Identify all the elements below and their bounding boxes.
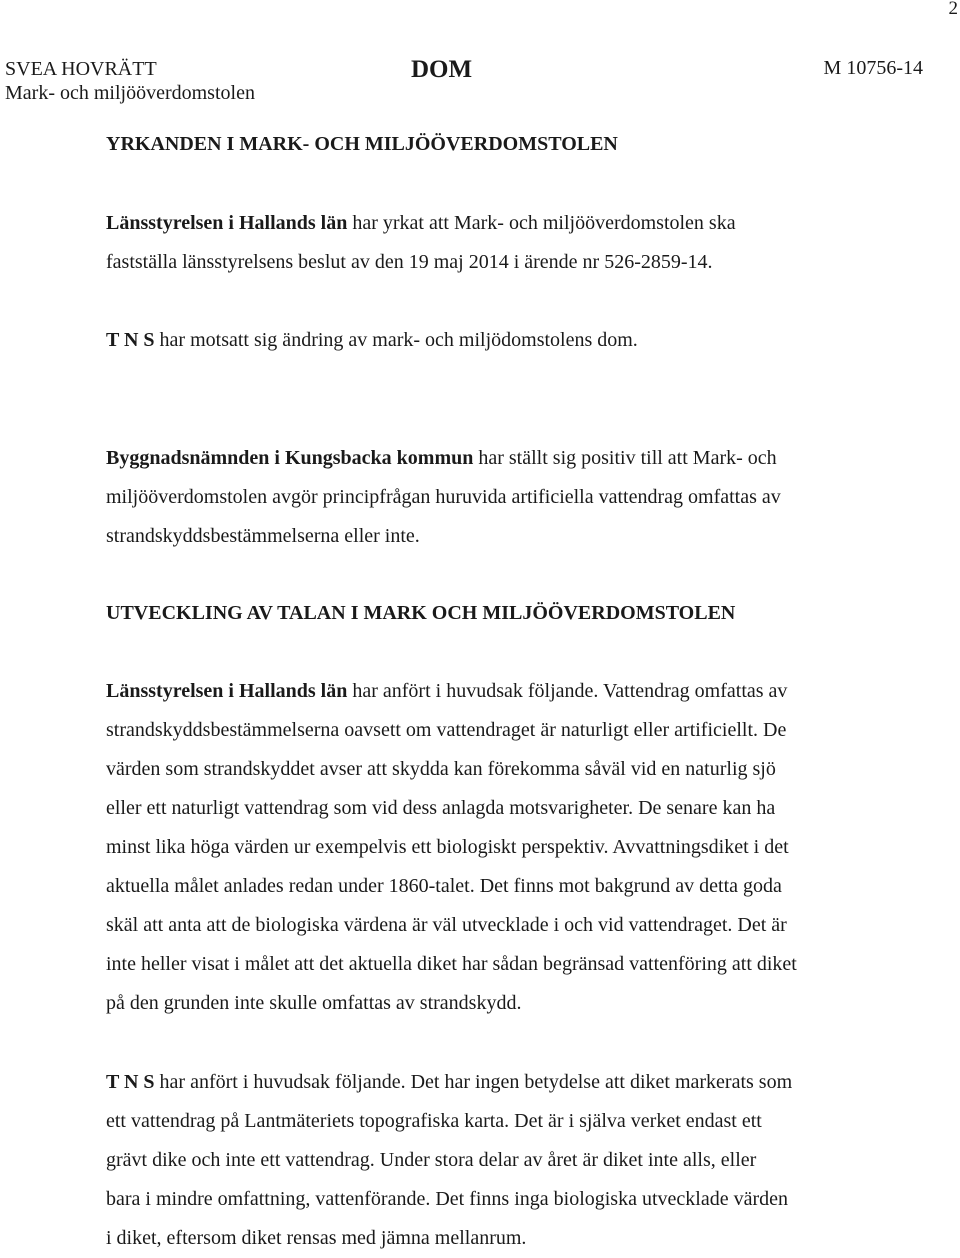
paragraph-line: Byggnadsnämnden i Kungsbacka kommun har ställt sig positiv till att Mark- och xyxy=(106,447,777,469)
section-heading-arguments: UTVECKLING AV TALAN I MARK OCH MILJÖÖVERDOMSTOLEN xyxy=(106,602,736,624)
paragraph-line: i diket, eftersom diket rensas med jämna mellanrum. xyxy=(106,1227,527,1249)
paragraph-line: Länsstyrelsen i Hallands län har anfört i huvudsak följande. Vattendrag omfattas av xyxy=(106,680,788,702)
paragraph-line: bara i mindre omfattning, vattenförande. Det finns inga biologiska utvecklade värden xyxy=(106,1188,789,1210)
case-number: M 10756-14 xyxy=(823,57,923,79)
paragraph-line: strandskyddsbestämmelserna oavsett om vattendraget är naturligt eller artificiellt. De xyxy=(106,719,787,741)
paragraph-line: miljööverdomstolen avgör principfrågan huruvida artificiella vattendrag omfattas av xyxy=(106,486,781,508)
paragraph-line: skäl att anta att de biologiska värdena är väl utvecklade i och vid vattendraget. Det är xyxy=(106,914,787,936)
paragraph-line: grävt dike och inte ett vattendrag. Under stora delar av året är diket inte alls, eller xyxy=(106,1149,757,1171)
party-name: T N S xyxy=(106,1071,155,1093)
court-name-line2: Mark- och miljööverdomstolen xyxy=(5,82,255,104)
paragraph-line: värden som strandskyddet avser att skydda kan förekomma såväl vid en naturlig sjö xyxy=(106,758,776,780)
section-heading-claims: YRKANDEN I MARK- OCH MILJÖÖVERDOMSTOLEN xyxy=(106,133,618,155)
paragraph-line: Länsstyrelsen i Hallands län har yrkat att Mark- och miljööverdomstolen ska xyxy=(106,212,736,234)
party-name: Byggnadsnämnden i Kungsbacka kommun xyxy=(106,447,474,469)
paragraph-lansstyrelsen-claim xyxy=(106,204,906,282)
paragraph-line: T N S har motsatt sig ändring av mark- och miljödomstolens dom. xyxy=(106,329,638,351)
document-type: DOM xyxy=(411,56,473,83)
party-name: T N S xyxy=(106,329,155,351)
paragraph-line: fastställa länsstyrelsens beslut av den 19 maj 2014 i ärende nr 526-2859-14. xyxy=(106,251,713,273)
paragraph-lansstyrelsen-argument xyxy=(106,672,906,1023)
paragraph-line: på den grunden inte skulle omfattas av strandskydd. xyxy=(106,992,522,1014)
paragraph-line: T N S har anfört i huvudsak följande. Det har ingen betydelse att diket markerats som xyxy=(106,1071,793,1093)
paragraph-line: eller ett naturligt vattendrag som vid dess anlagda motsvarigheter. De senare kan ha xyxy=(106,797,776,819)
court-name xyxy=(5,57,255,105)
paragraph-line: aktuella målet anlades redan under 1860-talet. Det finns mot bakgrund av detta goda xyxy=(106,875,782,897)
party-name: Länsstyrelsen i Hallands län xyxy=(106,680,348,702)
paragraph-tns-argument xyxy=(106,1063,906,1258)
paragraph-byggnadsnamnden-claim xyxy=(106,439,906,556)
paragraph-line: strandskyddsbestämmelserna eller inte. xyxy=(106,525,420,547)
paragraph-line: inte heller visat i målet att det aktuella diket har sådan begränsad vattenföring att diket xyxy=(106,953,797,975)
paragraph-line: ett vattendrag på Lantmäteriets topografiska karta. Det är i själva verket endast ett xyxy=(106,1110,762,1132)
paragraph-line: minst lika höga värden ur exempelvis ett biologiskt perspektiv. Avvattningsdiket i det xyxy=(106,836,789,858)
court-name-line1: SVEA HOVRÄTT xyxy=(5,58,157,80)
page-number: 2 xyxy=(948,0,958,19)
party-name: Länsstyrelsen i Hallands län xyxy=(106,212,348,234)
paragraph-tns-claim xyxy=(106,321,906,360)
